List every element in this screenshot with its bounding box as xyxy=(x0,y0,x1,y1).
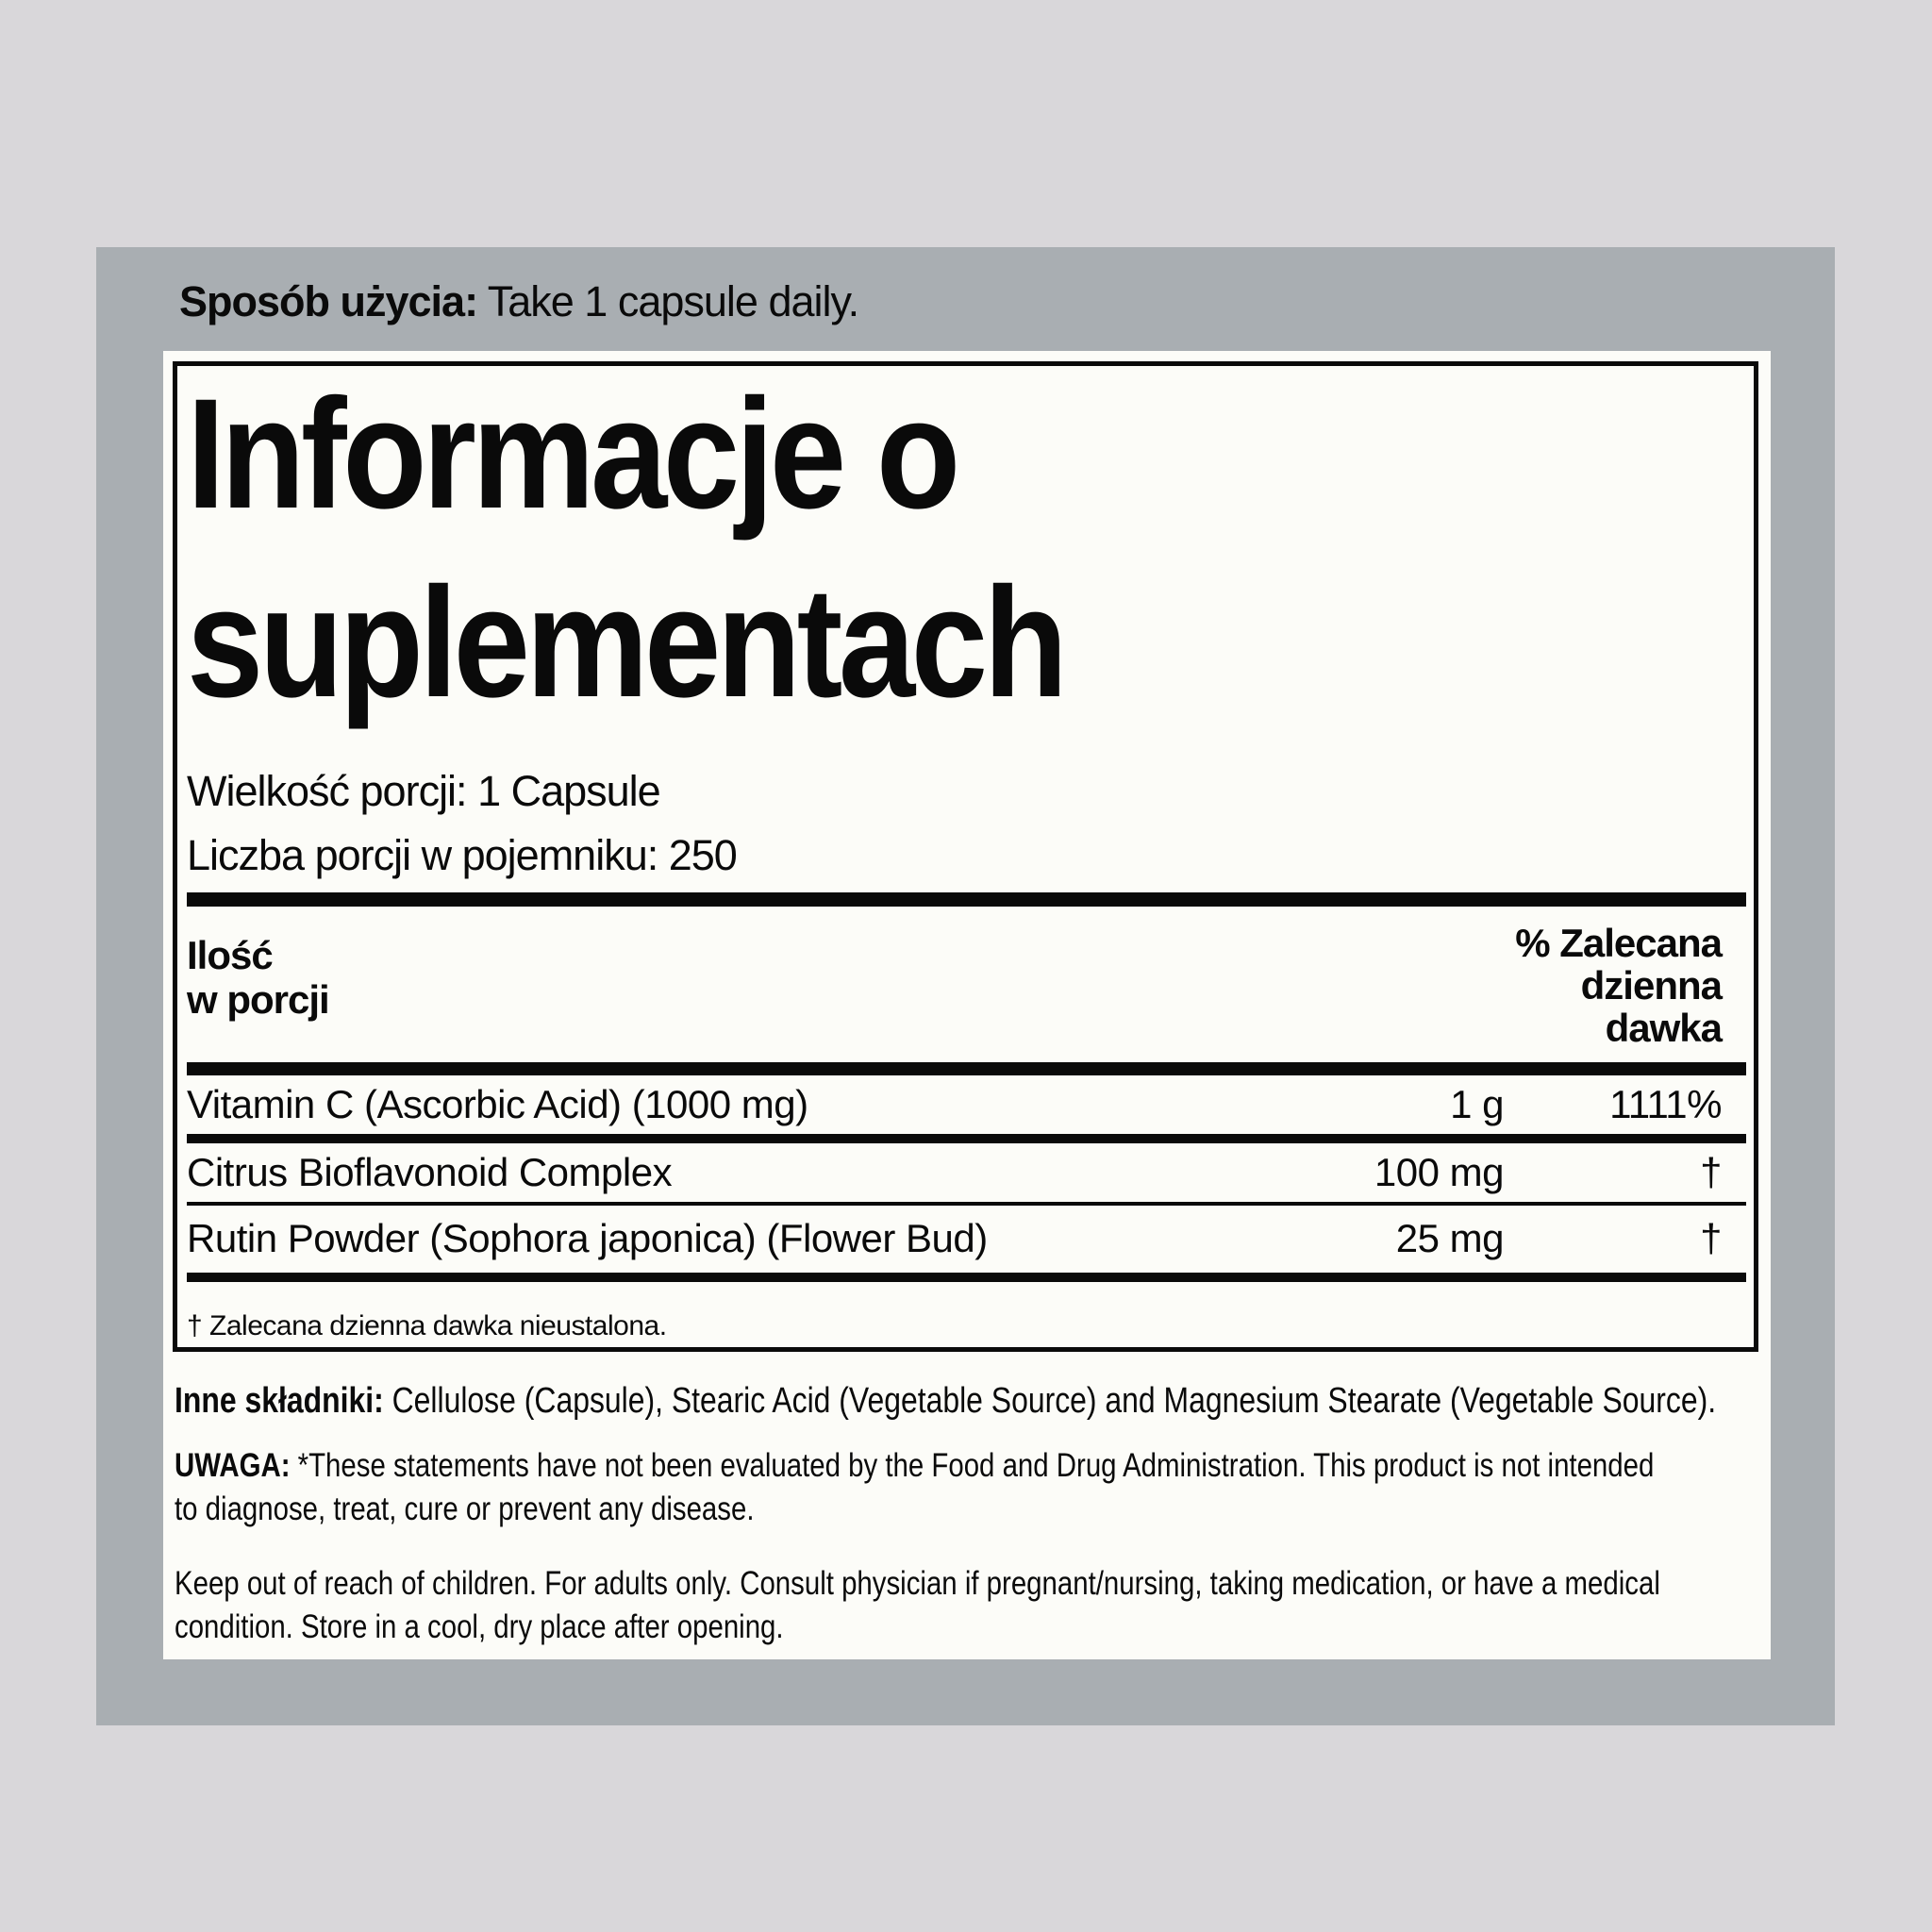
fda-disclaimer-line1 xyxy=(175,1444,1655,1488)
storage-warning xyxy=(175,1562,1756,1649)
amount-column-header xyxy=(187,907,329,1062)
table-row-citrus-bioflavonoid xyxy=(187,1143,1746,1206)
storage-warning-line2: condition. Store in a cool, dry place after opening. xyxy=(175,1608,784,1645)
daily-value-column-header xyxy=(1515,907,1746,1062)
fda-disclaimer xyxy=(175,1444,1756,1531)
ingredient-daily-value: † xyxy=(1700,1150,1722,1194)
ingredient-name: Citrus Bioflavonoid Complex xyxy=(187,1150,673,1194)
facts-table-header xyxy=(187,907,1746,1062)
facts-title xyxy=(187,361,1559,738)
storage-warning-line1: Keep out of reach of children. For adults only. Consult physician if pregnant/nursing, taking medication, or have a medical xyxy=(175,1565,1660,1602)
label-white-sheet xyxy=(163,351,1771,1659)
other-ingredients xyxy=(175,1378,1756,1424)
ingredient-daily-value: 1111% xyxy=(1609,1082,1722,1126)
fda-disclaimer-line2: to diagnose, treat, cure or prevent any disease. xyxy=(175,1491,755,1527)
other-ingredients-line xyxy=(175,1378,1717,1424)
fda-disclaimer-label: UWAGA: xyxy=(175,1447,291,1484)
serving-size: Wielkość porcji: 1 Capsule xyxy=(187,767,660,815)
table-row-rutin-powder xyxy=(187,1206,1746,1282)
divider-heavy-top xyxy=(187,892,1746,907)
ingredient-name: Vitamin C (Ascorbic Acid) (1000 mg) xyxy=(187,1082,808,1126)
ingredient-daily-value: † xyxy=(1700,1216,1722,1260)
ingredient-amount: 100 mg xyxy=(1374,1150,1504,1194)
ingredient-name: Rutin Powder (Sophora japonica) (Flower Bud) xyxy=(187,1216,988,1260)
usage-directions-text: Take 1 capsule daily. xyxy=(477,277,859,325)
usage-directions xyxy=(179,277,858,326)
dv-header-line1: % Zalecana xyxy=(1515,921,1722,965)
amount-header-line1: Ilość xyxy=(187,933,273,977)
facts-title-line1: Informacje o xyxy=(187,367,957,541)
dv-header-line2: dzienna xyxy=(1580,963,1722,1008)
dv-header-line3: dawka xyxy=(1605,1006,1722,1050)
usage-directions-label: Sposób użycia: xyxy=(179,277,478,325)
divider-heavy-header xyxy=(187,1062,1746,1075)
ingredient-amount: 25 mg xyxy=(1395,1216,1504,1260)
servings-per-container: Liczba porcji w pojemniku: 250 xyxy=(187,831,737,879)
supplement-facts-box xyxy=(173,361,1758,1352)
ingredient-amount: 1 g xyxy=(1450,1082,1504,1126)
label-gray-panel xyxy=(96,247,1835,1725)
daily-value-footnote: † Zalecana dzienna dawka nieustalona. xyxy=(187,1310,667,1341)
fda-disclaimer-text1: *These statements have not been evaluated by the Food and Drug Administration. This product is not intended xyxy=(290,1447,1655,1484)
other-ingredients-label: Inne składniki: xyxy=(175,1381,384,1421)
other-ingredients-text: Cellulose (Capsule), Stearic Acid (Vegetable Source) and Magnesium Stearate (Vegetable Source). xyxy=(383,1381,1717,1421)
table-row-vitamin-c xyxy=(187,1075,1746,1143)
facts-title-line2: suplementach xyxy=(187,556,1064,730)
amount-header-line2: w porcji xyxy=(187,977,329,1022)
